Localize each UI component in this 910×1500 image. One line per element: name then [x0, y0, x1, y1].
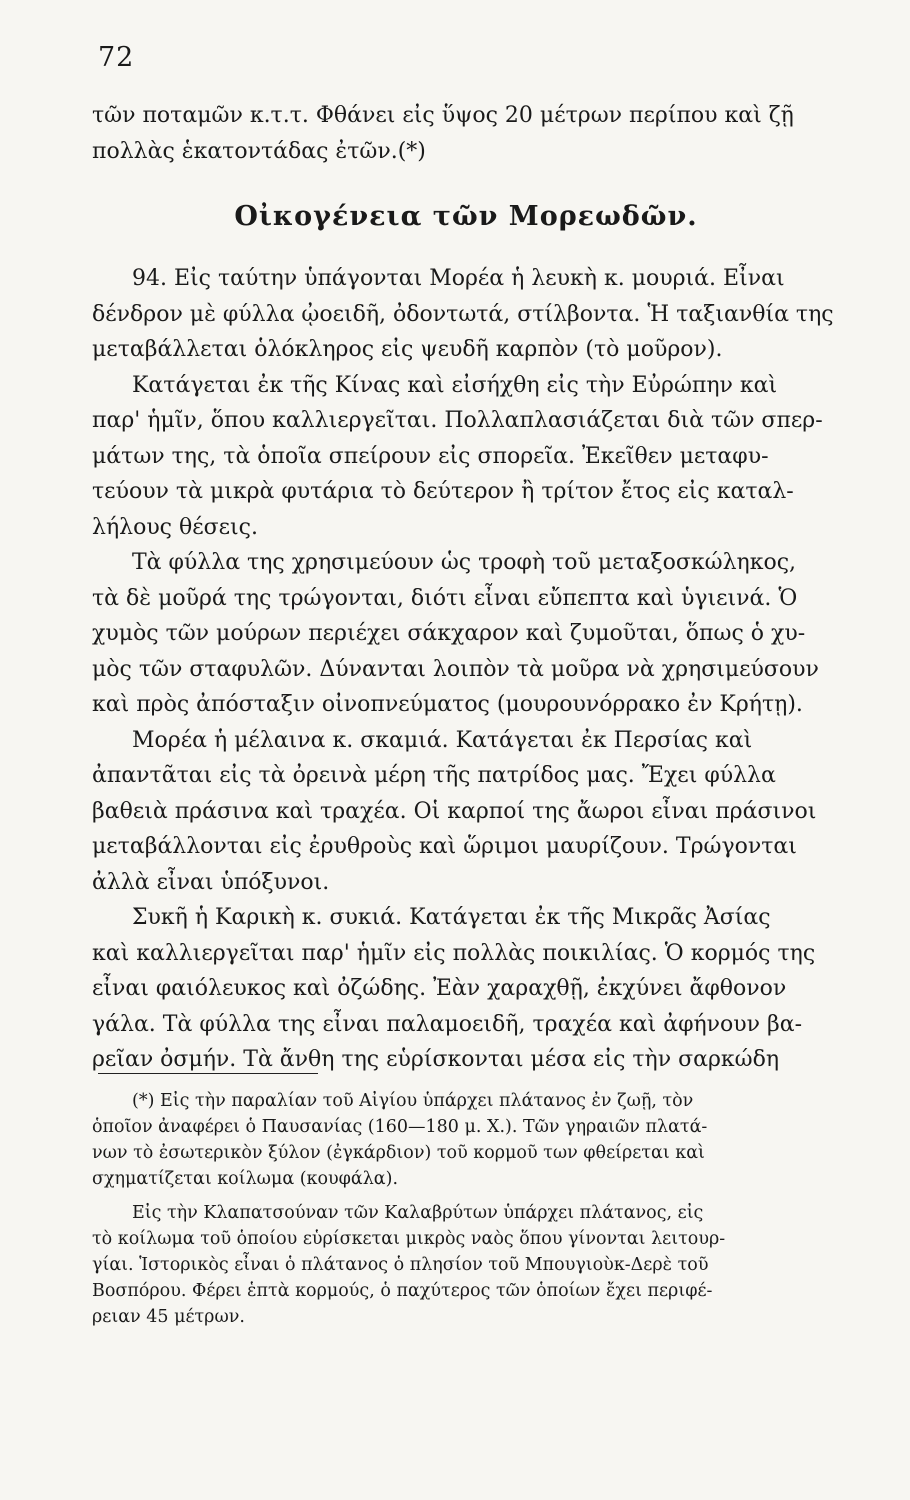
footnote-line: Εἰς τὴν Κλαπατσούναν τῶν Καλαβρύτων ὑπάρχει πλάτανος, εἰς	[132, 1203, 704, 1223]
text-line: τεύουν τὰ μικρὰ φυτάρια τὸ δεύτερον ἢ τρίτον ἔτος εἰς καταλ-	[92, 479, 794, 504]
footnote-line: ρειαν 45 μέτρων.	[92, 1307, 245, 1327]
text-line: παρ' ἡμῖν, ὅπου καλλιεργεῖται. Πολλαπλασιάζεται διὰ τῶν σπερ-	[92, 408, 823, 433]
text-line: μεταβάλλονται εἰς ἐρυθροὺς καὶ ὥριμοι μαυρίζουν. Τρώγονται	[92, 834, 797, 859]
text-line: ἀλλὰ εἶναι ὑπόξυνοι.	[92, 869, 330, 895]
text-line: εἶναι φαιόλευκος καὶ ὀζώδης. Ἐὰν χαραχθῇ, ἐκχύνει ἄφθονον	[92, 976, 787, 1001]
text-line: τὰ δὲ μοῦρά της τρώγονται, διότι εἶναι εὔπεπτα καὶ ὑγιεινά. Ὁ	[92, 585, 798, 611]
page-number: 72	[98, 42, 135, 73]
text-line: ρεῖαν ὀσμήν. Τὰ ἄνθη της εὑρίσκονται μέσα εἰς τὴν σαρκώδη	[92, 1047, 780, 1072]
text-line: βαθειὰ πράσινα καὶ τραχέα. Οἱ καρποί της ἄωροι εἶναι πράσινοι	[92, 798, 817, 824]
text-line: δένδρον μὲ φύλλα ᾠοειδῆ, ὀδοντωτά, στίλβοντα. Ἡ ταξιανθία της	[92, 301, 834, 327]
text-line: μεταβάλλεται ὁλόκληρος εἰς ψευδῆ καρπὸν (τὸ μοῦρον).	[92, 337, 723, 362]
text-line: τῶν ποταμῶν κ.τ.τ. Φθάνει εἰς ὕψος 20 μέτρων περίπου καὶ ζῇ	[92, 103, 794, 128]
text-line: καὶ πρὸς ἀπόσταξιν οἰνοπνεύματος (μουρουνόρρακο ἐν Κρήτῃ).	[92, 692, 803, 717]
text-line: λήλους θέσεις.	[92, 514, 258, 540]
text-line: Κατάγεται ἐκ τῆς Κίνας καὶ εἰσήχθη εἰς τὴν Εὐρώπην καὶ	[132, 372, 778, 398]
main-text	[92, 98, 840, 1078]
footnote-line: σχηματίζεται κοίλωμα (κουφάλα).	[92, 1169, 399, 1189]
footnote-divider	[98, 1073, 318, 1074]
text-line: 94. Εἰς ταύτην ὑπάγονται Μορέα ἡ λευκὴ κ. μουριά. Εἶναι	[132, 266, 785, 291]
text-line: ἀπαντᾶται εἰς τὰ ὀρεινὰ μέρη τῆς πατρίδος μας. Ἔχει φύλλα	[92, 763, 776, 788]
text-line: χυμὸς τῶν μούρων περιέχει σάκχαρον καὶ ζυμοῦται, ὅπως ὁ χυ-	[92, 621, 806, 646]
section-heading: Οἰκογένεια τῶν Μορεωδῶν.	[234, 201, 698, 232]
footnote-line: Βοσπόρου. Φέρει ἑπτὰ κορμούς, ὁ παχύτερος τῶν ὁποίων ἔχει περιφέ-	[92, 1281, 713, 1301]
footnote-line: ὁποῖον ἀναφέρει ὁ Παυσανίας (160—180 μ. Χ.). Τῶν γηραιῶν πλατά-	[92, 1117, 708, 1137]
footnote-line: (*) Εἰς τὴν παραλίαν τοῦ Αἰγίου ὑπάρχει πλάτανος ἐν ζωῇ, τὸν	[132, 1091, 694, 1111]
footnote-line: τὸ κοίλωμα τοῦ ὁποίου εὑρίσκεται μικρὸς ναὸς ὅπου γίνονται λειτουρ-	[92, 1229, 726, 1249]
text-line: Μορέα ἡ μέλαινα κ. σκαμιά. Κατάγεται ἐκ Περσίας καὶ	[132, 727, 753, 753]
text-line: Τὰ φύλλα της χρησιμεύουν ὡς τροφὴ τοῦ μεταξοσκώληκος,	[132, 550, 797, 575]
text-line: γάλα. Τὰ φύλλα της εἶναι παλαμοειδῆ, τραχέα καὶ ἀφήνουν βα-	[92, 1011, 803, 1037]
footnotes	[92, 1088, 840, 1330]
text-line: μάτων της, τὰ ὁποῖα σπείρουν εἰς σπορεῖα. Ἐκεῖθεν μεταφυ-	[92, 443, 769, 469]
footnote-line: γίαι. Ἱστορικὸς εἶναι ὁ πλάτανος ὁ πλησίον τοῦ Μπουγιοὺκ-Δερὲ τοῦ	[92, 1255, 709, 1275]
text-line: μὸς τῶν σταφυλῶν. Δύνανται λοιπὸν τὰ μοῦρα νὰ χρησιμεύσουν	[92, 656, 819, 682]
text-line: καὶ καλλιεργεῖται παρ' ἡμῖν εἰς πολλὰς ποικιλίας. Ὁ κορμός της	[92, 940, 816, 966]
footnote-line: νων τὸ ἐσωτερικὸν ξύλον (ἐγκάρδιον) τοῦ κορμοῦ των φθείρεται καὶ	[92, 1143, 705, 1163]
text-line: Συκῆ ἡ Καρικὴ κ. συκιά. Κατάγεται ἐκ τῆς Μικρᾶς Ἀσίας	[132, 905, 771, 930]
text-line: πολλὰς ἑκατοντάδας ἐτῶν.(*)	[92, 138, 426, 164]
